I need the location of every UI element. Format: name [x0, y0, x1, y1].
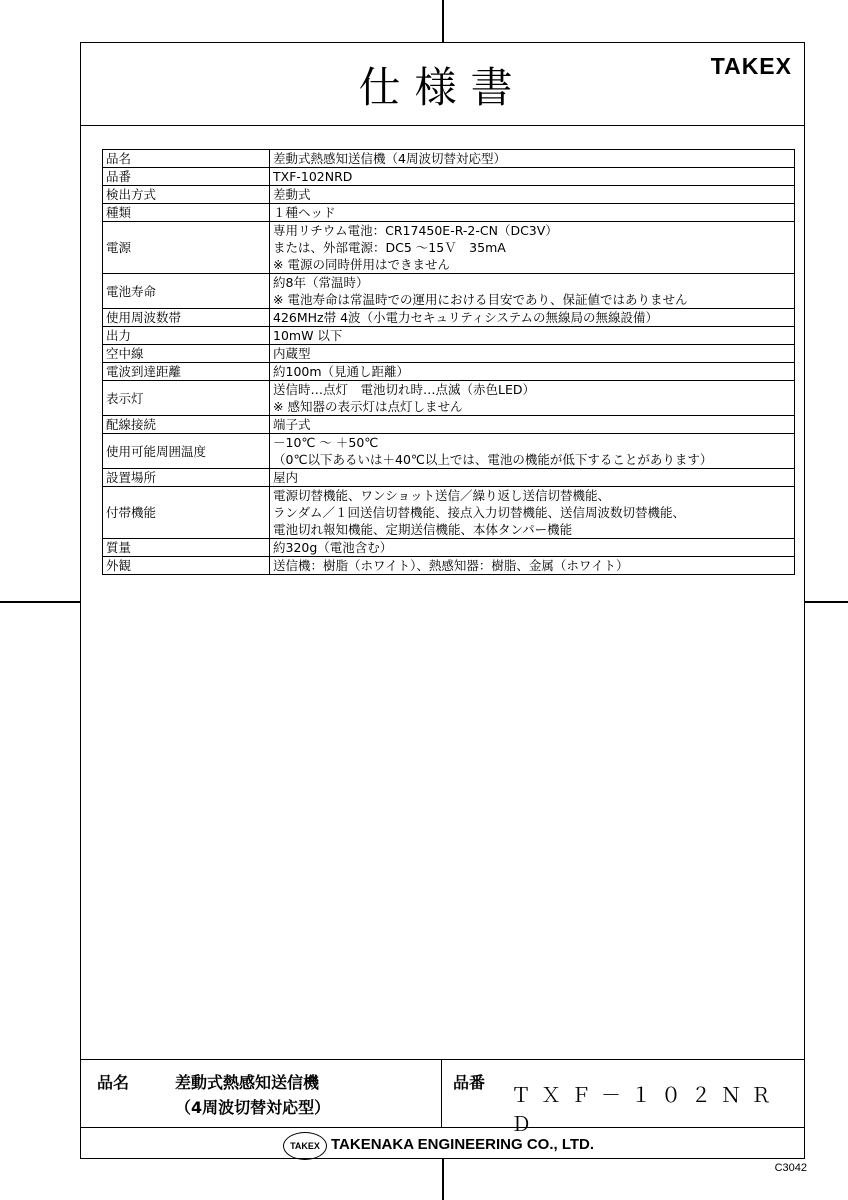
spec-value-line: ランダム／１回送信切替機能、接点入力切替機能、送信周波数切替機能、	[273, 505, 686, 520]
spec-value	[270, 487, 795, 539]
spec-label: 設置場所	[103, 469, 270, 487]
spec-value	[270, 434, 795, 469]
crop-mark-right	[805, 601, 848, 603]
document-code: C3042	[774, 1162, 807, 1174]
spec-row	[103, 557, 795, 575]
spec-label: 付帯機能	[103, 487, 270, 539]
spec-value-line: または、外部電源：DC5 ～15Ｖ 35mA	[273, 240, 506, 255]
spec-row	[103, 222, 795, 274]
page-title: 仕様書	[358, 63, 527, 112]
spec-value	[270, 381, 795, 416]
spec-label: 表示灯	[103, 381, 270, 416]
company-row	[81, 1129, 804, 1165]
footer-name-line1: 差動式熱感知送信機	[175, 1073, 320, 1092]
spec-value-line: 端子式	[273, 417, 311, 432]
spec-label: 配線接続	[103, 416, 270, 434]
spec-value-line: 電池切れ報知機能、定期送信機能、本体タンパー機能	[273, 522, 573, 537]
spec-table	[102, 149, 795, 575]
header	[81, 43, 804, 126]
spec-row	[103, 345, 795, 363]
spec-row	[103, 469, 795, 487]
spec-value-line: 約100m（見通し距離）	[273, 364, 410, 379]
spec-value	[270, 416, 795, 434]
spec-value-line: 約320g（電池含む）	[273, 540, 393, 555]
spec-value	[270, 204, 795, 222]
spec-row	[103, 539, 795, 557]
spec-label: 検出方式	[103, 186, 270, 204]
spec-label: 電池寿命	[103, 274, 270, 309]
spec-label: 出力	[103, 327, 270, 345]
spec-row	[103, 168, 795, 186]
spec-row	[103, 327, 795, 345]
spec-value-line: －10℃ ～ ＋50℃	[273, 435, 379, 450]
company-logo-icon: TAKEX	[283, 1132, 327, 1160]
spec-value-line: （0℃以下あるいは＋40℃以上では、電池の機能が低下することがあります）	[273, 452, 713, 467]
spec-value-line: 専用リチウム電池：CR17450E-R-2-CN（DC3V）	[273, 223, 558, 238]
spec-value-line: ※ 電源の同時併用はできません	[273, 257, 450, 272]
footer-name-label: 品名	[97, 1073, 130, 1092]
spec-value-line: 電源切替機能、ワンショット送信／繰り返し送信切替機能、	[273, 488, 610, 503]
spec-row	[103, 204, 795, 222]
spec-label: 質量	[103, 539, 270, 557]
footer-name-line2: （4周波切替対応型）	[175, 1098, 331, 1117]
spec-value	[270, 150, 795, 168]
company-name: TAKENAKA ENGINEERING CO., LTD.	[331, 1136, 595, 1153]
spec-value-line: 送信機：樹脂（ホワイト）、熱感知器：樹脂、金属（ホワイト）	[273, 558, 629, 573]
spec-row	[103, 381, 795, 416]
spec-row	[103, 186, 795, 204]
spec-label: 品番	[103, 168, 270, 186]
spec-value-line: ※ 電池寿命は常温時での運用における目安であり、保証値ではありません	[273, 292, 688, 307]
spec-row	[103, 487, 795, 539]
spec-row	[103, 416, 795, 434]
spec-value-line: 内蔵型	[273, 346, 311, 361]
spec-row	[103, 434, 795, 469]
crop-mark-left	[0, 601, 80, 603]
spec-label: 空中線	[103, 345, 270, 363]
spec-value-line: 屋内	[273, 470, 299, 485]
spec-value	[270, 168, 795, 186]
spec-value-line: 差動式熱感知送信機（4周波切替対応型）	[273, 151, 506, 166]
document-frame	[80, 42, 805, 1159]
footer-product-row	[81, 1060, 804, 1136]
spec-label: 電源	[103, 222, 270, 274]
spec-value	[270, 274, 795, 309]
footer	[81, 1059, 804, 1158]
spec-label: 使用周波数帯	[103, 309, 270, 327]
spec-label: 使用可能周囲温度	[103, 434, 270, 469]
spec-value	[270, 309, 795, 327]
spec-value-line: 差動式	[273, 187, 311, 202]
spec-value-line: 426MHz帯 4波（小電力セキュリティシステムの無線局の無線設備）	[273, 310, 659, 325]
spec-value	[270, 222, 795, 274]
footer-code-label: 品番	[453, 1073, 486, 1092]
crop-mark-top	[442, 0, 444, 42]
brand-logo: TAKEX	[710, 53, 792, 79]
spec-value	[270, 363, 795, 381]
spec-value-line: ※ 感知器の表示灯は点灯しません	[273, 399, 463, 414]
spec-row	[103, 309, 795, 327]
spec-value-line: 送信時…点灯 電池切れ時…点滅（赤色LED）	[273, 382, 535, 397]
spec-value	[270, 539, 795, 557]
spec-label: 種類	[103, 204, 270, 222]
footer-divider	[441, 1060, 442, 1127]
spec-value-line: TXF-102NRD	[273, 169, 353, 184]
spec-value	[270, 327, 795, 345]
footer-product-code: ＴＸＦ－１０２ＮＲＤ	[511, 1085, 781, 1136]
spec-value-line: １種ヘッド	[273, 205, 336, 220]
spec-value	[270, 469, 795, 487]
spec-value	[270, 186, 795, 204]
spec-value	[270, 557, 795, 575]
spec-label: 品名	[103, 150, 270, 168]
spec-row	[103, 363, 795, 381]
spec-row	[103, 274, 795, 309]
spec-value-line: 約8年（常温時）	[273, 275, 369, 290]
footer-product-name	[175, 1070, 330, 1120]
crop-mark-bottom	[442, 1159, 444, 1200]
spec-row	[103, 150, 795, 168]
spec-value	[270, 345, 795, 363]
spec-label: 外観	[103, 557, 270, 575]
spec-value-line: 10mW 以下	[273, 328, 343, 343]
spec-label: 電波到達距離	[103, 363, 270, 381]
